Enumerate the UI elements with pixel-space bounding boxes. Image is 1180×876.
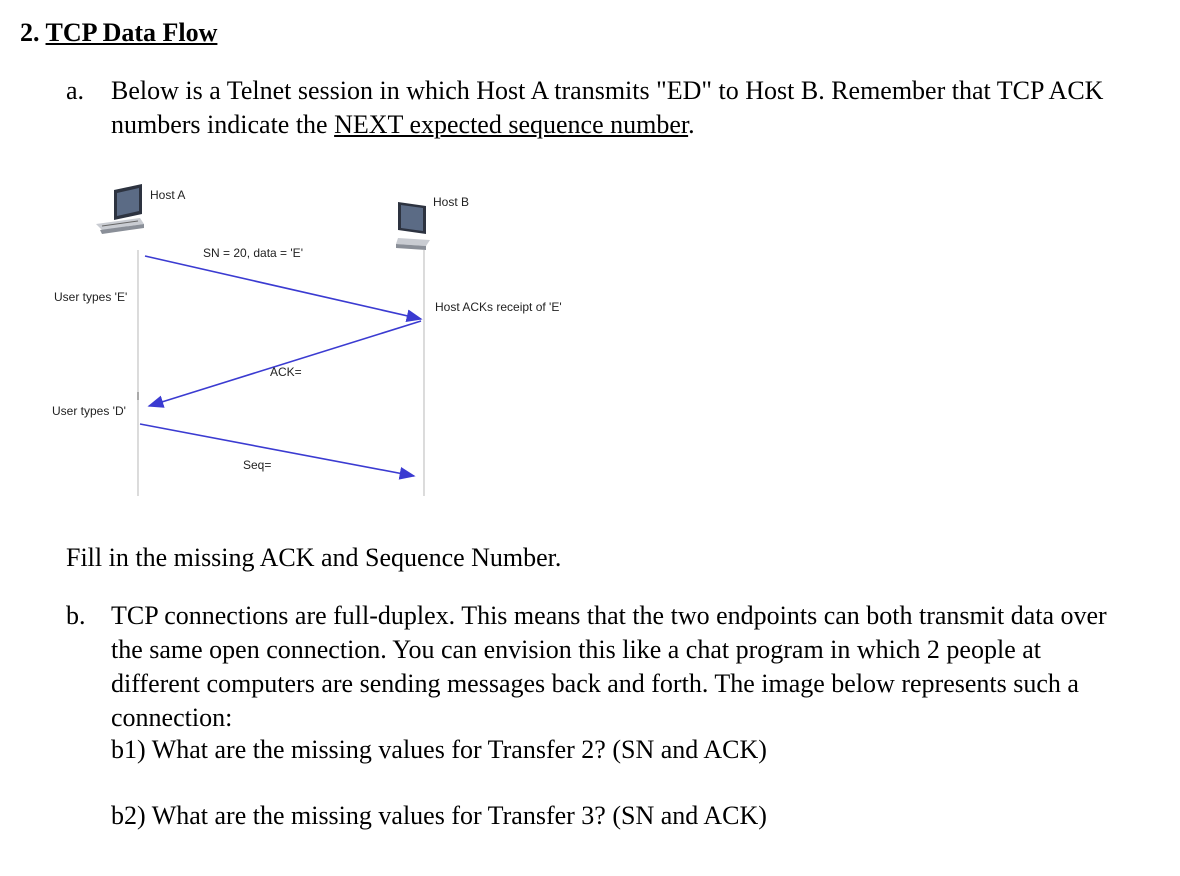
message-2-label: ACK=: [270, 365, 302, 379]
host-b-computer-icon: [396, 202, 430, 250]
user-types-e-label: User types 'E': [54, 290, 128, 304]
message-1-label: SN = 20, data = 'E': [203, 246, 303, 260]
host-a-computer-icon: [96, 184, 144, 234]
section-number: 2.: [20, 18, 40, 47]
section-title: TCP Data Flow: [45, 18, 218, 47]
user-types-d-label: User types 'D': [52, 404, 126, 418]
part-a-marker: a.: [66, 76, 85, 105]
next-expected-emphasis: NEXT expected sequence number: [334, 110, 689, 139]
part-a-line-1: Below is a Telnet session in which Host A transmits "ED" to Host B. Remember that TCP ACK: [111, 76, 1104, 105]
question-b1: b1) What are the missing values for Transfer 2? (SN and ACK): [111, 735, 767, 764]
part-b-line-3: different computers are sending messages back and forth. The image below represents such a: [111, 669, 1079, 698]
question-b2: b2) What are the missing values for Transfer 3? (SN and ACK): [111, 801, 767, 830]
part-a-line-2: numbers indicate the NEXT expected sequence number.: [111, 110, 695, 139]
message-3-label: Seq=: [243, 458, 272, 472]
host-b-label: Host B: [433, 195, 470, 209]
part-b-line-2: the same open connection. You can envision this like a chat program in which 2 people at: [111, 635, 1041, 664]
part-b-line-1: TCP connections are full-duplex. This means that the two endpoints can both transmit data over: [111, 601, 1107, 630]
host-ack-label: Host ACKs receipt of 'E': [435, 300, 562, 314]
message-1-arrow: [145, 256, 421, 319]
message-3-arrow: [140, 424, 414, 476]
part-b-text: [111, 599, 1171, 735]
part-b-line-4: connection:: [111, 703, 233, 732]
part-a-text: [111, 74, 1171, 142]
host-a-label: Host A: [150, 188, 186, 202]
section-heading: [20, 18, 217, 48]
part-a-instruction: Fill in the missing ACK and Sequence Number.: [66, 543, 562, 572]
message-2-arrow: [149, 321, 421, 406]
part-b-marker: b.: [66, 601, 86, 630]
tcp-sequence-diagram: [0, 170, 620, 510]
